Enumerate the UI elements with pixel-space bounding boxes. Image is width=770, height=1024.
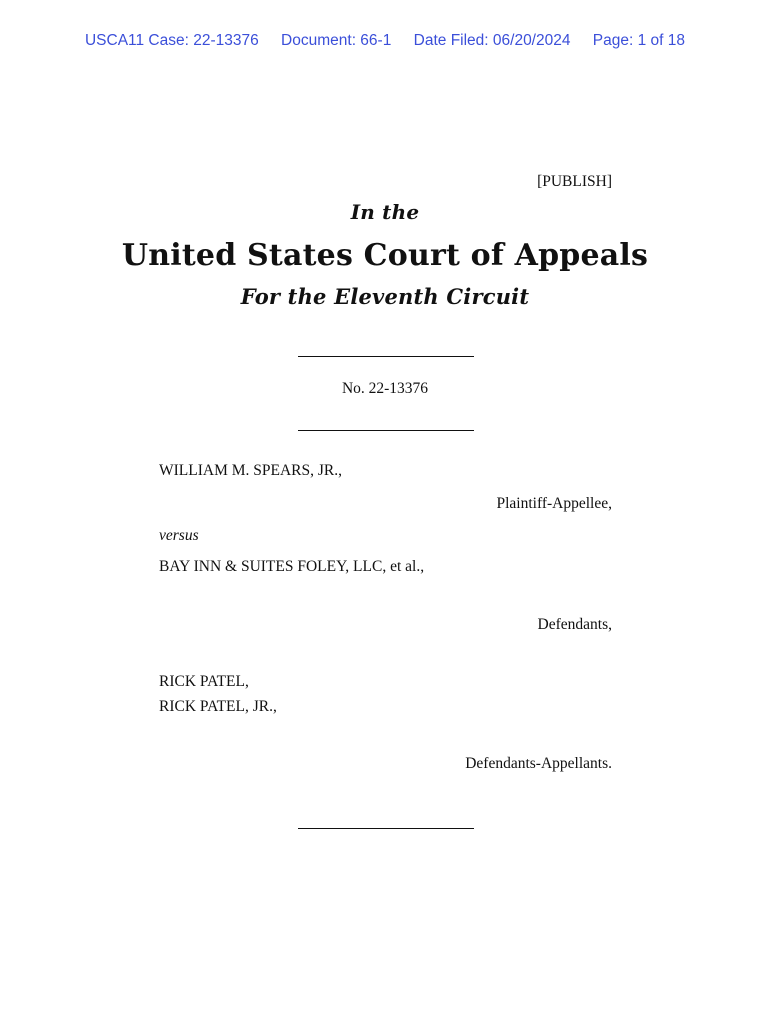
divider-rule — [298, 356, 474, 357]
stamp-case: USCA11 Case: 22-13376 — [84, 32, 259, 49]
defendants-role: Defendants, — [537, 616, 612, 633]
filing-stamp — [0, 32, 770, 50]
court-circuit: For the Eleventh Circuit — [240, 284, 530, 309]
plaintiff-role: Plaintiff-Appellee, — [496, 495, 612, 512]
appellant-name-2: RICK PATEL, JR., — [159, 698, 277, 715]
versus-label: versus — [159, 527, 199, 544]
defendant-name: BAY INN & SUITES FOLEY, LLC, et al., — [159, 558, 425, 575]
appellants-role: Defendants-Appellants. — [465, 755, 612, 772]
stamp-date-filed: Date Filed: 06/20/2024 — [413, 32, 571, 49]
divider-rule — [298, 828, 474, 829]
publish-label: [PUBLISH] — [537, 173, 612, 190]
stamp-document: Document: 66-1 — [281, 32, 392, 49]
divider-rule — [298, 430, 474, 431]
case-number: No. 22-13376 — [341, 380, 429, 397]
stamp-page: Page: 1 of 18 — [592, 32, 686, 49]
court-name: United States Court of Appeals — [121, 238, 649, 273]
appellant-name-1: RICK PATEL, — [159, 673, 249, 690]
court-heading-in-the: In the — [350, 200, 420, 224]
plaintiff-name: WILLIAM M. SPEARS, JR., — [159, 462, 343, 479]
